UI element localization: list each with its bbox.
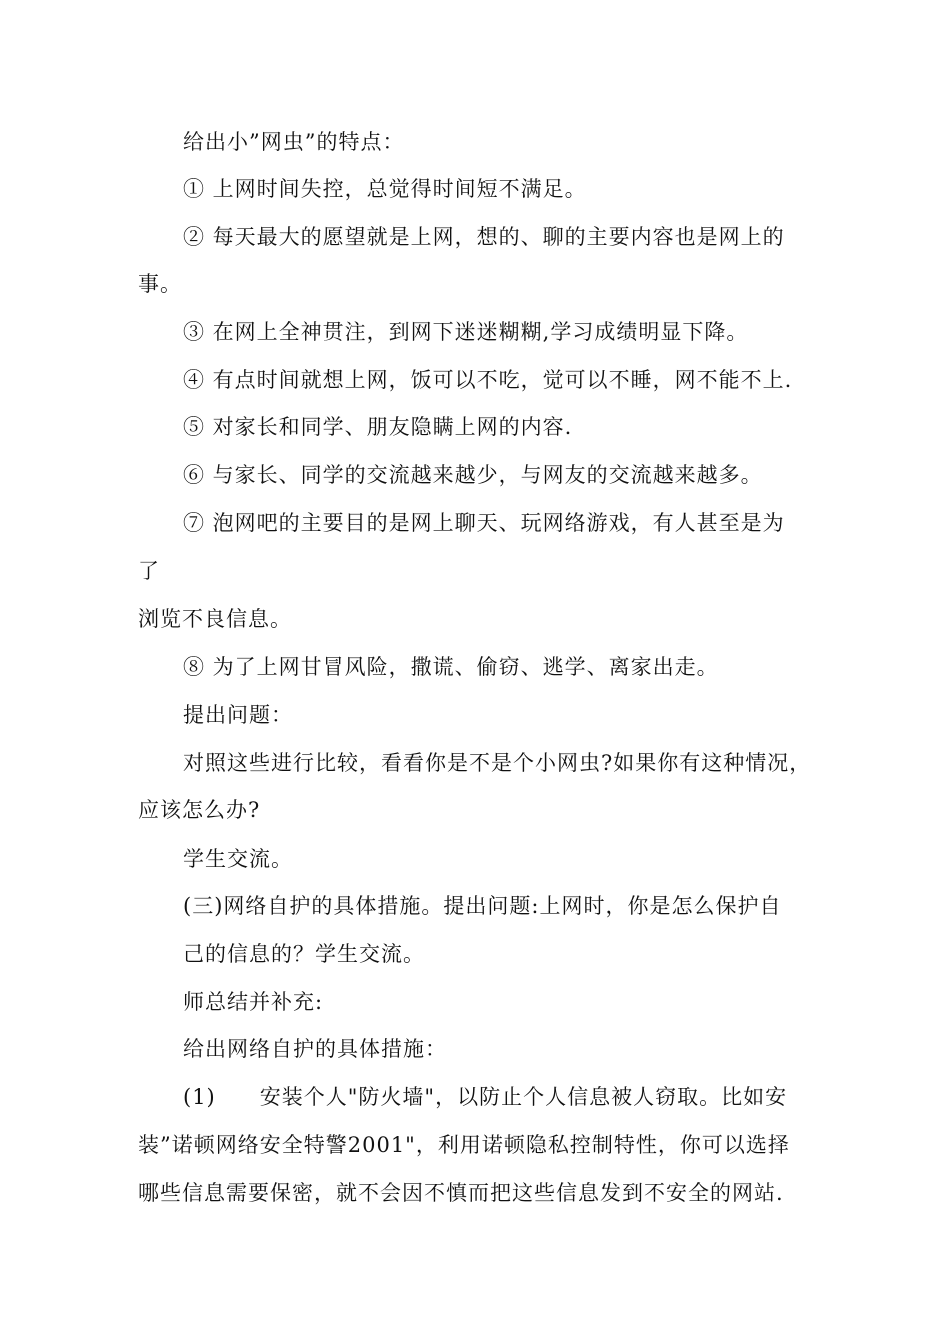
text-line: 事。 <box>138 272 182 296</box>
text-line: ④ 有点时间就想上网，饭可以不吃，觉可以不睡，网不能不上. <box>183 368 793 392</box>
text-line: ⑦ 泡网吧的主要目的是网上聊天、玩网络游戏，有人甚至是为 <box>183 511 785 535</box>
text-line: ① 上网时间失控，总觉得时间短不满足。 <box>183 177 587 201</box>
text-line: 应该怎么办? <box>138 798 261 822</box>
text-line: ② 每天最大的愿望就是上网，想的、聊的主要内容也是网上的 <box>183 225 785 249</box>
text-line: 对照这些进行比较，看看你是不是个小网虫?如果你有这种情况， <box>183 751 812 775</box>
text-line: ⑥ 与家长、同学的交流越来越少，与网友的交流越来越多。 <box>183 463 763 487</box>
text-line: 学生交流。 <box>183 847 293 871</box>
text-line: ③ 在网上全神贯注，到网下迷迷糊糊,学习成绩明显下降。 <box>183 320 749 344</box>
text-line: ⑧ 为了上网甘冒风险，撒谎、偷窃、逃学、离家出走。 <box>183 655 719 679</box>
text-line: 己的信息的？学生交流。 <box>183 942 425 966</box>
text-line: 装”诺顿网络安全特警2001"，利用诺顿隐私控制特性，你可以选择 <box>138 1133 790 1157</box>
text-line: 师总结并补充: <box>183 990 324 1014</box>
text-line: 给出网络自护的具体措施： <box>183 1037 447 1061</box>
text-line: (三)网络自护的具体措施。提出问题:上网时，你是怎么保护自 <box>183 894 782 918</box>
text-line: ⑤ 对家长和同学、朋友隐瞒上网的内容. <box>183 415 573 439</box>
text-line: 浏览不良信息。 <box>138 607 292 631</box>
text-line: 哪些信息需要保密，就不会因不慎而把这些信息发到不安全的网站. <box>138 1181 784 1205</box>
text-line: (1) 安装个人"防火墙"，以防止个人信息被人窃取。比如安 <box>183 1085 788 1109</box>
text-line: 了 <box>138 559 160 583</box>
text-line: 给出小”网虫”的特点： <box>183 130 405 154</box>
text-line: 提出问题： <box>183 703 293 727</box>
